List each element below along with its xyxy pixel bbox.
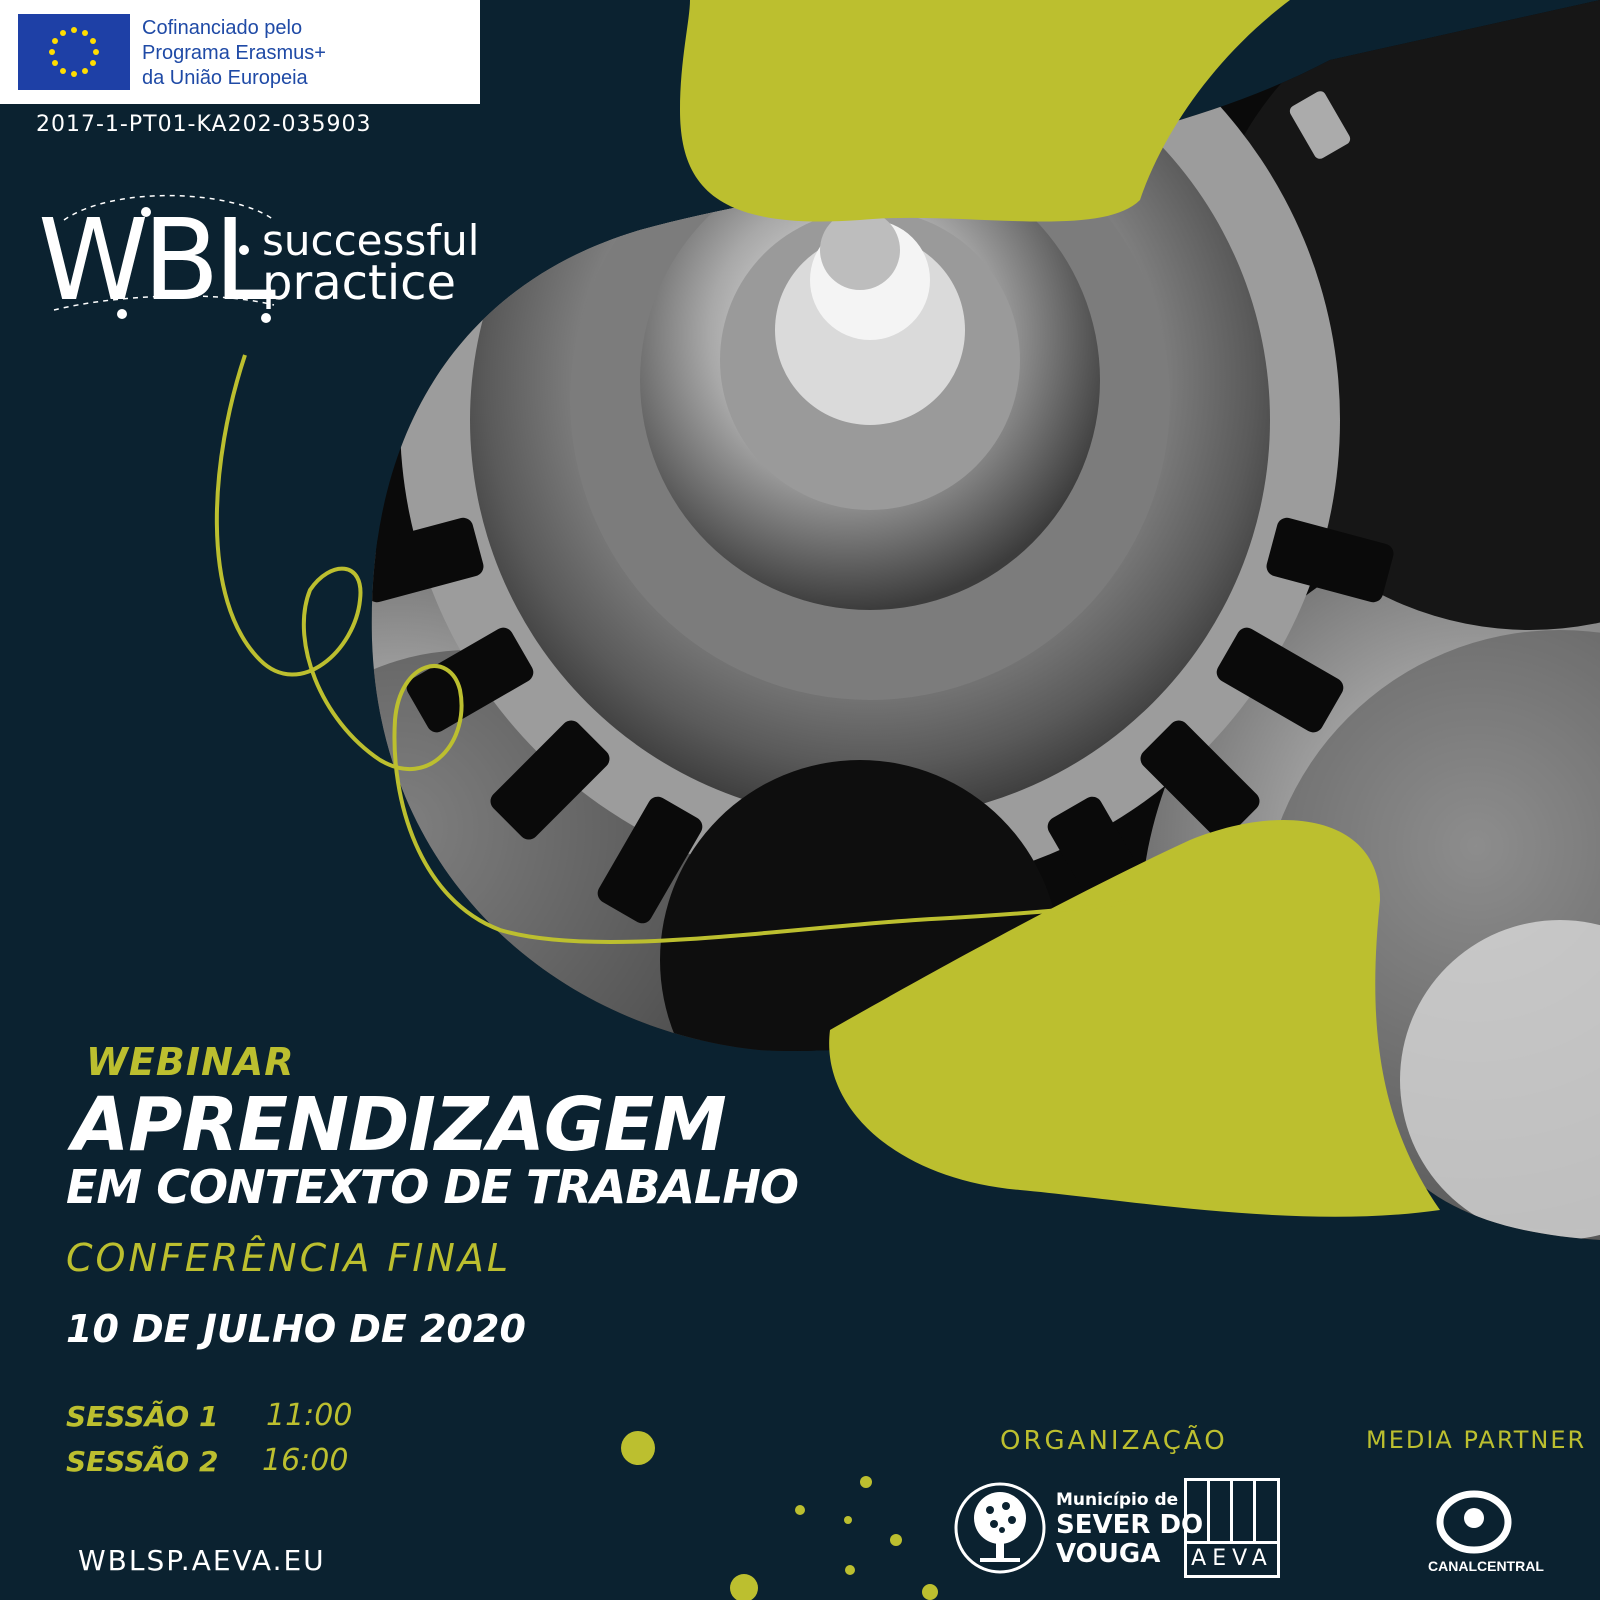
logo-initials: WBL	[38, 196, 270, 326]
canal-central-logo-icon	[1436, 1488, 1512, 1554]
session-time: 16:00	[262, 1443, 349, 1478]
session-label: SESSÃO 1	[66, 1400, 219, 1433]
decorative-dot	[621, 1431, 655, 1465]
municipality-name	[1056, 1490, 1203, 1568]
municipality-line3: VOUGA	[1056, 1539, 1161, 1569]
decorative-dot	[795, 1505, 805, 1515]
session-label: SESSÃO 2	[66, 1445, 219, 1478]
organization-label: ORGANIZAÇÃO	[1000, 1426, 1228, 1456]
decorative-dot	[845, 1565, 855, 1575]
canal-central-name: CANALCENTRAL	[1428, 1558, 1544, 1574]
eu-cofunding-banner	[0, 0, 480, 104]
municipality-line1: Município de	[1056, 1490, 1179, 1510]
session-time: 11:00	[266, 1398, 353, 1433]
decorative-dot	[922, 1584, 938, 1600]
decorative-dot	[730, 1574, 758, 1600]
decorative-dot	[844, 1516, 852, 1524]
media-partner-label: MEDIA PARTNER	[1366, 1426, 1587, 1454]
aeva-logo	[1184, 1478, 1280, 1578]
eu-cofunding-text: Cofinanciado pelo Programa Erasmus+ da União Europeia	[142, 17, 326, 89]
eu-flag-icon	[18, 14, 130, 90]
event-title-main: APRENDIZAGEM	[72, 1082, 726, 1168]
event-title-sub: EM CONTEXTO DE TRABALHO	[66, 1160, 798, 1214]
decorative-dot	[890, 1534, 902, 1546]
logo-word-successful: successful	[262, 216, 480, 265]
decorative-dot	[860, 1476, 872, 1488]
municipality-tree-logo-icon	[950, 1478, 1050, 1578]
event-date: 10 DE JULHO DE 2020	[66, 1307, 526, 1351]
grant-code: 2017-1-PT01-KA202-035903	[36, 112, 372, 137]
event-type: WEBINAR	[86, 1040, 295, 1084]
logo-word-practice: practice	[262, 255, 457, 311]
event-subtitle: CONFERÊNCIA FINAL	[66, 1236, 512, 1280]
website-link[interactable]: WBLSP.AEVA.EU	[78, 1544, 326, 1577]
municipality-line2: SEVER DO	[1056, 1510, 1204, 1540]
aeva-text: AEVA	[1191, 1546, 1273, 1571]
